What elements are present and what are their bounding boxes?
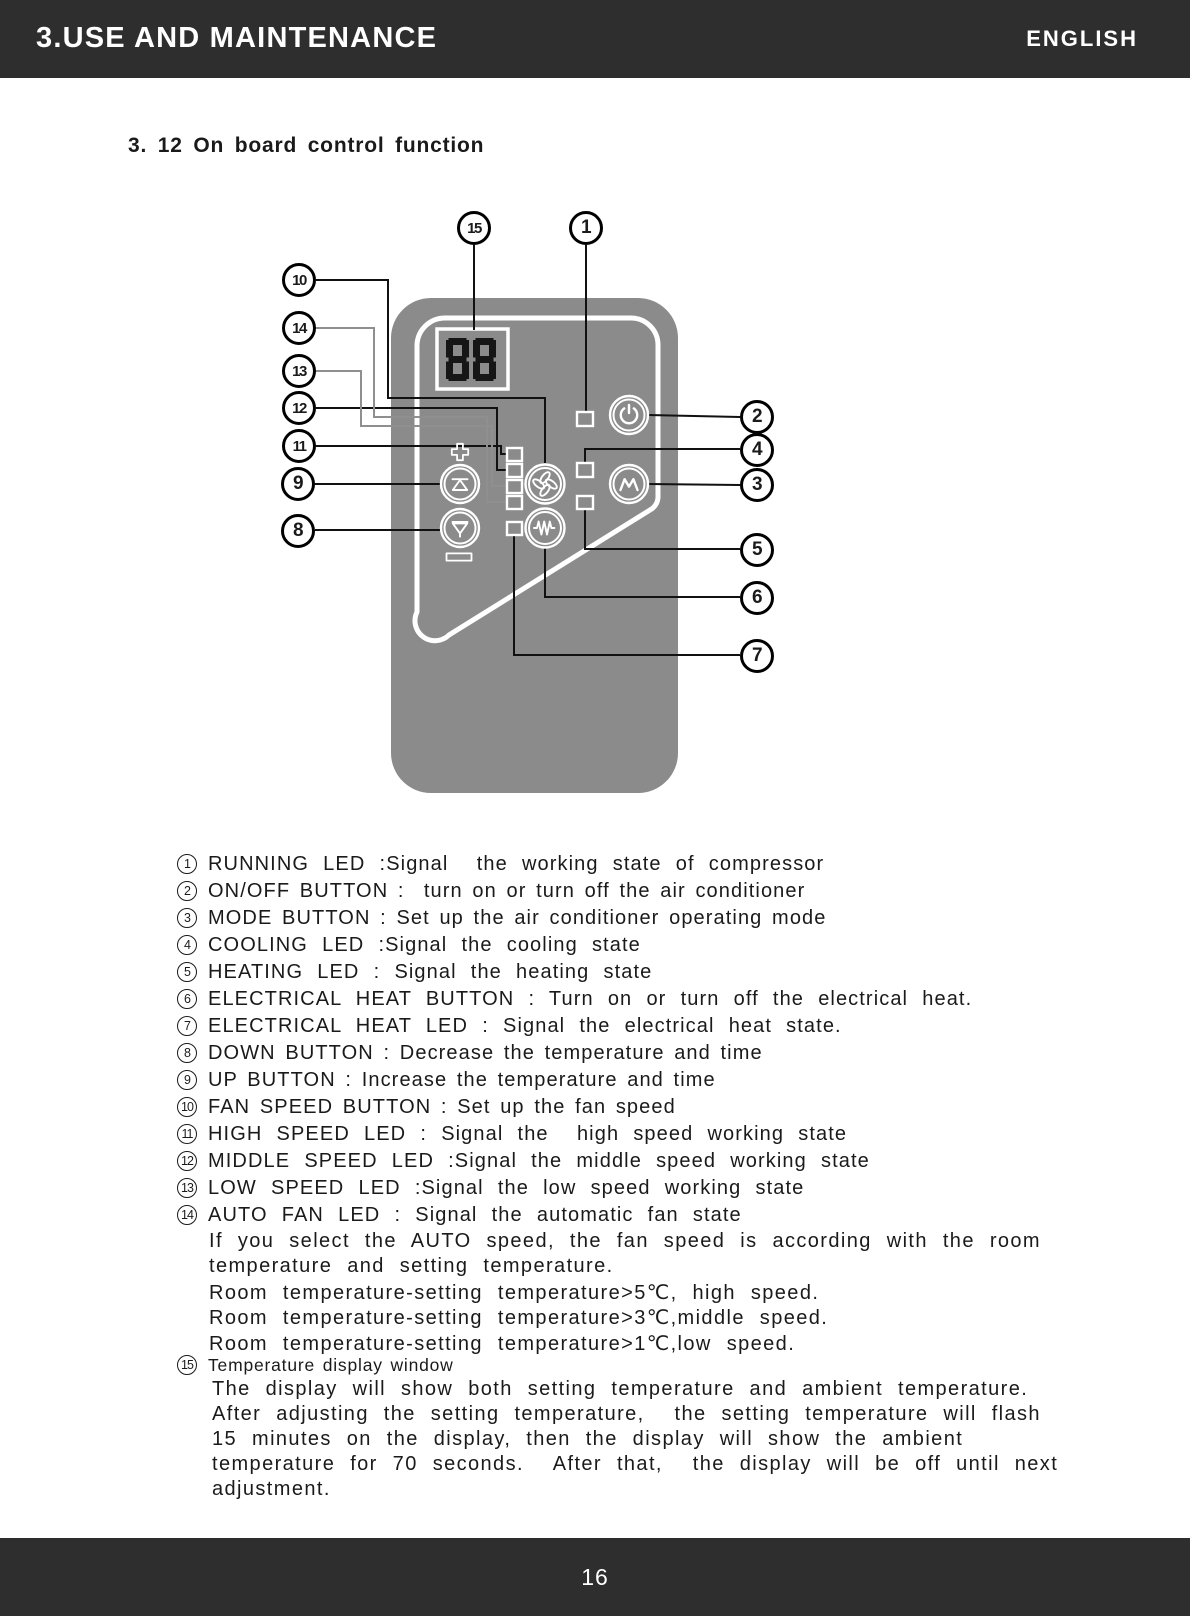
note-line: After adjusting the setting temperature, the setting temperature will flash	[212, 1402, 1041, 1425]
item-number: 1	[177, 854, 197, 874]
item-text: UP BUTTON : Increase the temperature and time	[208, 1068, 716, 1091]
seven-segment-digit	[446, 338, 469, 381]
item-text: LOW SPEED LED :Signal the low speed working state	[208, 1176, 805, 1199]
callout-12: 12	[282, 391, 316, 425]
item-text: COOLING LED :Signal the cooling state	[208, 933, 641, 956]
item-number: 13	[177, 1178, 197, 1198]
callout-7: 7	[740, 639, 774, 673]
header-title: 3.USE AND MAINTENANCE	[36, 22, 438, 54]
list-item	[177, 1175, 804, 1201]
seven-segment-digit	[473, 338, 496, 381]
item-text: HEATING LED : Signal the heating state	[208, 960, 653, 983]
note-line: temperature for 70 seconds. After that, the display will be off until next	[212, 1452, 1059, 1475]
note-line: The display will show both setting temperature and ambient temperature.	[212, 1377, 1029, 1400]
item-number: 4	[177, 935, 197, 955]
item-number: 15	[177, 1355, 197, 1375]
callout-1: 1	[569, 211, 603, 245]
callout-2: 2	[740, 400, 774, 434]
item-number: 5	[177, 962, 197, 982]
list-item	[177, 1040, 763, 1066]
item-text: RUNNING LED :Signal the working state of compressor	[208, 852, 825, 875]
page-number: 16	[581, 1564, 609, 1590]
list-item	[177, 1352, 454, 1378]
section-title: 3. 12 On board control function	[128, 134, 485, 157]
item-text: AUTO FAN LED : Signal the automatic fan state	[208, 1203, 742, 1226]
list-item	[177, 905, 827, 931]
note-line: Room temperature-setting temperature>3℃,middle speed.	[209, 1306, 829, 1329]
callout-8: 8	[281, 514, 315, 548]
language-label: ENGLISH	[1026, 26, 1138, 51]
callout-10: 10	[282, 263, 316, 297]
item-number: 11	[177, 1124, 197, 1144]
item-text: HIGH SPEED LED : Signal the high speed working state	[208, 1122, 848, 1145]
item-text: ELECTRICAL HEAT LED : Signal the electrical heat state.	[208, 1014, 842, 1037]
note-line: temperature and setting temperature.	[209, 1254, 614, 1277]
note-line: Room temperature-setting temperature>1℃,low speed.	[209, 1332, 796, 1355]
item-number: 12	[177, 1151, 197, 1171]
callout-3: 3	[740, 468, 774, 502]
list-item	[177, 986, 972, 1012]
note-line: If you select the AUTO speed, the fan speed is according with the room	[209, 1229, 1041, 1252]
callout-5: 5	[740, 533, 774, 567]
note-line: 15 minutes on the display, then the display will show the ambient	[212, 1427, 964, 1450]
note-line: adjustment.	[212, 1477, 331, 1500]
item-number: 14	[177, 1205, 197, 1225]
item-text: MIDDLE SPEED LED :Signal the middle speed working state	[208, 1149, 870, 1172]
item-text: DOWN BUTTON : Decrease the temperature and time	[208, 1041, 763, 1064]
callout-11: 11	[282, 429, 316, 463]
callout-13: 13	[282, 354, 316, 388]
list-item	[177, 1121, 847, 1147]
callout-4: 4	[740, 433, 774, 467]
item-text: ON/OFF BUTTON : turn on or turn off the air conditioner	[208, 879, 806, 902]
callout-6: 6	[740, 581, 774, 615]
callout-15: 15	[457, 211, 491, 245]
leader-line-3	[648, 484, 740, 485]
item-number: 9	[177, 1070, 197, 1090]
item-text: FAN SPEED BUTTON : Set up the fan speed	[208, 1095, 676, 1118]
item-number: 8	[177, 1043, 197, 1063]
list-item	[177, 1148, 870, 1174]
item-text: MODE BUTTON : Set up the air conditioner operating mode	[208, 906, 827, 929]
callout-14: 14	[282, 311, 316, 345]
callout-9: 9	[281, 467, 315, 501]
list-item	[177, 1013, 842, 1039]
list-item	[177, 1202, 742, 1228]
item-text: Temperature display window	[208, 1354, 454, 1375]
list-item	[177, 1067, 716, 1093]
note-line: Room temperature-setting temperature>5℃, high speed.	[209, 1281, 820, 1304]
item-number: 7	[177, 1016, 197, 1036]
list-item	[177, 932, 641, 958]
list-item	[177, 851, 824, 877]
item-number: 10	[177, 1097, 197, 1117]
item-number: 2	[177, 881, 197, 901]
item-number: 3	[177, 908, 197, 928]
item-number: 6	[177, 989, 197, 1009]
list-item	[177, 959, 652, 985]
item-text: ELECTRICAL HEAT BUTTON : Turn on or turn off the electrical heat.	[208, 987, 973, 1010]
list-item	[177, 878, 805, 904]
list-item	[177, 1094, 676, 1120]
